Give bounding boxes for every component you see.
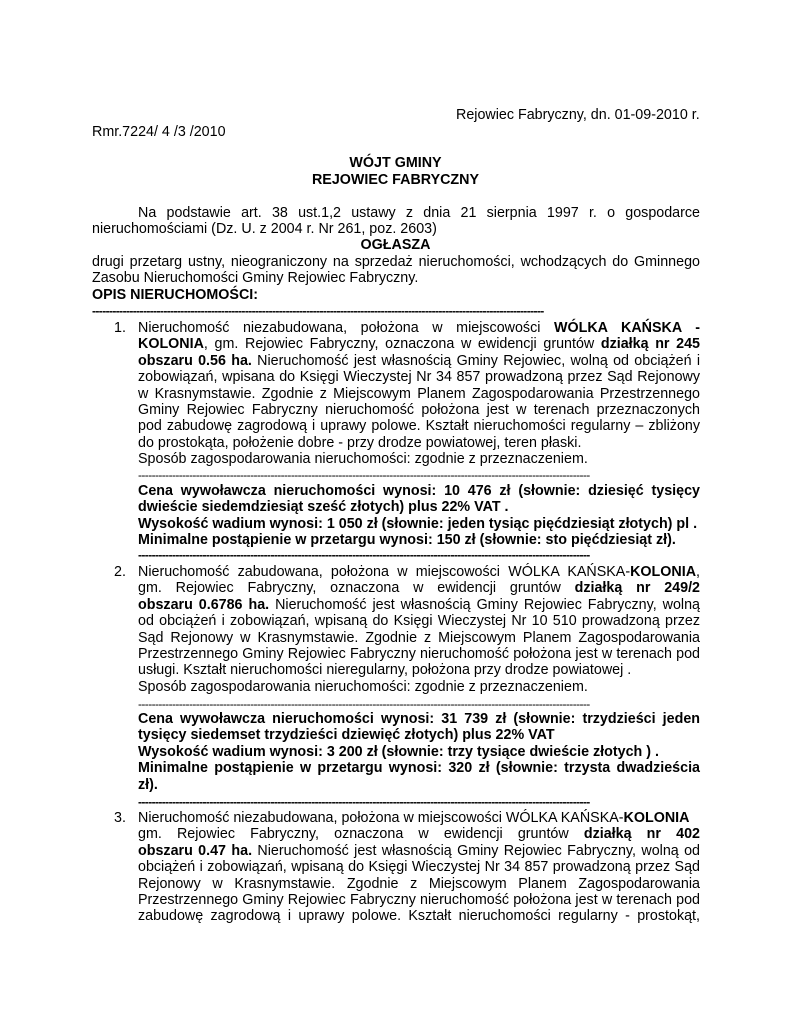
item-line: pod zabudowę zagrodową i uprawy polowe. Kształt nieruchomości regularny – zbliżony [138,418,700,435]
item-line: KOLONIA, gm. Rejowiec Fabryczny, oznaczona w ewidencji gruntów działką nr 245 [138,336,700,353]
intro-line-4: Zasobu Nieruchomości Gminy Rejowiec Fabryczny. [92,270,419,286]
item-1-description [138,320,700,468]
separator-text: ------------------------------------------------------------------------------------------------------------------------------------- [138,469,590,481]
price-line: dwieście siedemdziesiąt sześć złotych) plus 22% VAT . [138,499,509,516]
price-line: Minimalne postąpienie w przetargu wynosi: 150 zł (słownie: sto pięćdziesiąt zł). [138,532,676,549]
price-line: zł). [138,776,158,793]
price-line: Cena wywoławcza nieruchomości wynosi: 10 476 zł (słownie: dziesięć tysięcy [138,483,700,499]
item-line: Rejonowy w Krasnymstawie. Zgodnie z Miejscowym Planem Zagospodarowania [138,875,700,892]
item-line: usługi. Kształt nieruchomości nieregularny, położona przy drodze powiatowej . [138,662,632,679]
item-line: Nieruchomość zabudowana, położona w miejscowości WÓLKA KAŃSKA-KOLONIA, [138,564,700,580]
separator-text: ------------------------------------------------------------------------------------------------------------------------------------- [138,796,590,808]
item-line: od obciążeń i zobowiązań, wpisaną do Księgi Wieczystej Nr 10 510 prowadzoną przez [138,613,700,630]
intro-text-3: drugi przetarg ustny, nieograniczony na sprzedaż nieruchomości, wchodzących do Gminnego [92,254,700,270]
price-line: Wysokość wadium wynosi: 3 200 zł (słownie: trzy tysiące dwieście złotych ) . [138,743,659,760]
item-line: Nieruchomość niezabudowana, położona w miejscowości WÓLKA KAŃSKA - [138,320,700,336]
title-line-1: WÓJT GMINY [349,155,442,171]
item-line: obciążeń i zobowiązań, wpisaną do Księgi Wieczystej Nr 34 857 prowadzoną przez Sąd [138,859,700,876]
intro-line-1 [138,205,700,221]
item-line: do prostokąta, położenie dobre - przy drodze powiatowej, teren płaski. [138,434,582,451]
item-line: gm. Rejowiec Fabryczny, oznaczona w ewidencji gruntów działką nr 402 [138,826,700,843]
item-line: Sposób zagospodarowania nieruchomości: zgodnie z przeznaczeniem. [138,451,588,468]
item-line: obszaru 0.56 ha. Nieruchomość jest własnością Gminy Rejowiec, wolną od obciążeń i [138,352,700,369]
item-2-description [138,564,700,695]
item-number: 3. [114,810,126,826]
separator-text: ------------------------------------------------------------------------------------------------------------------------------------- [138,698,590,710]
separator [138,469,698,481]
item-line: zabudowę zagrodową i uprawy polowe. Kształt nieruchomości regularny - prostokąt, [138,908,700,925]
item-line: w Krasnymstawie. Zgodnie z Miejscowym Planem Zagospodarowania Przestrzennego [138,385,700,402]
item-line: Przestrzennego Gminy Rejowiec Fabryczny nieruchomość położona jest w terenach pod [138,646,700,663]
intro-line-2: nieruchomościami (Dz. U. z 2004 r. Nr 261, poz. 2603) [92,221,437,237]
separator-text: ------------------------------------------------------------------------------------------------------------------------------------- [92,305,544,317]
item-line: zobowiązań, wpisana do Księgi Wieczystej Nr 34 857 prowadzoną przez Sąd Rejonowy [138,369,700,386]
price-line: Wysokość wadium wynosi: 1 050 zł (słownie: jeden tysiąc pięćdziesiąt złotych) pl . [138,515,698,532]
item-line: Przestrzennego Gminy Rejowiec Fabryczny nieruchomość położona jest w terenach pod [138,892,700,909]
intro-line-3 [92,254,700,270]
separator [138,796,686,808]
separator [138,698,698,710]
title-line-2: REJOWIEC FABRYCZNY [311,172,480,188]
intro-text-1: Na podstawie art. 38 ust.1,2 ustawy z dnia 21 sierpnia 1997 r. o gospodarce [138,205,700,221]
item-number: 1. [114,320,126,336]
item-line: Nieruchomość niezabudowana, położona w miejscowości WÓLKA KAŃSKA-KOLONIA [138,810,690,826]
item-2-price [138,711,700,793]
item-line: Gminy Rejowiec Fabryczny nieruchomość położona jest w terenach przeznaczonych [138,402,700,419]
item-line: Sposób zagospodarowania nieruchomości: zgodnie z przeznaczeniem. [138,678,588,695]
separator [138,549,698,561]
announces-heading: OGŁASZA [360,237,431,253]
price-line: Minimalne postąpienie w przetargu wynosi: 320 zł (słownie: trzysta dwadzieścia [138,760,700,777]
item-line: obszaru 0.47 ha. Nieruchomość jest własnością Gminy Rejowiec Fabryczny, wolną od [138,842,700,859]
price-line: Cena wywoławcza nieruchomości wynosi: 31 739 zł (słownie: trzydzieści jeden [138,711,700,727]
section-heading: OPIS NIERUCHOMOŚCI: [92,287,259,303]
item-number: 2. [114,564,126,580]
item-line: gm. Rejowiec Fabryczny, oznaczona w ewidencji gruntów działką nr 249/2 [138,580,700,597]
place-date: Rejowiec Fabryczny, dn. 01-09-2010 r. [456,107,700,123]
reference-number: Rmr.7224/ 4 /3 /2010 [92,124,226,140]
separator [92,305,698,317]
item-line: Sąd Rejonowy w Krasnymstawie. Zgodnie z Miejscowym Planem Zagospodarowania [138,629,700,646]
item-1-price [138,483,700,549]
price-line: tysięcy siedemset trzydzieści dziewięć złotych) plus 22% VAT [138,727,555,744]
separator-text: ------------------------------------------------------------------------------------------------------------------------------------- [138,549,590,561]
item-line: obszaru 0.6786 ha. Nieruchomość jest własnością Gminy Rejowiec Fabryczny, wolną [138,596,700,613]
item-3-description [138,810,700,925]
